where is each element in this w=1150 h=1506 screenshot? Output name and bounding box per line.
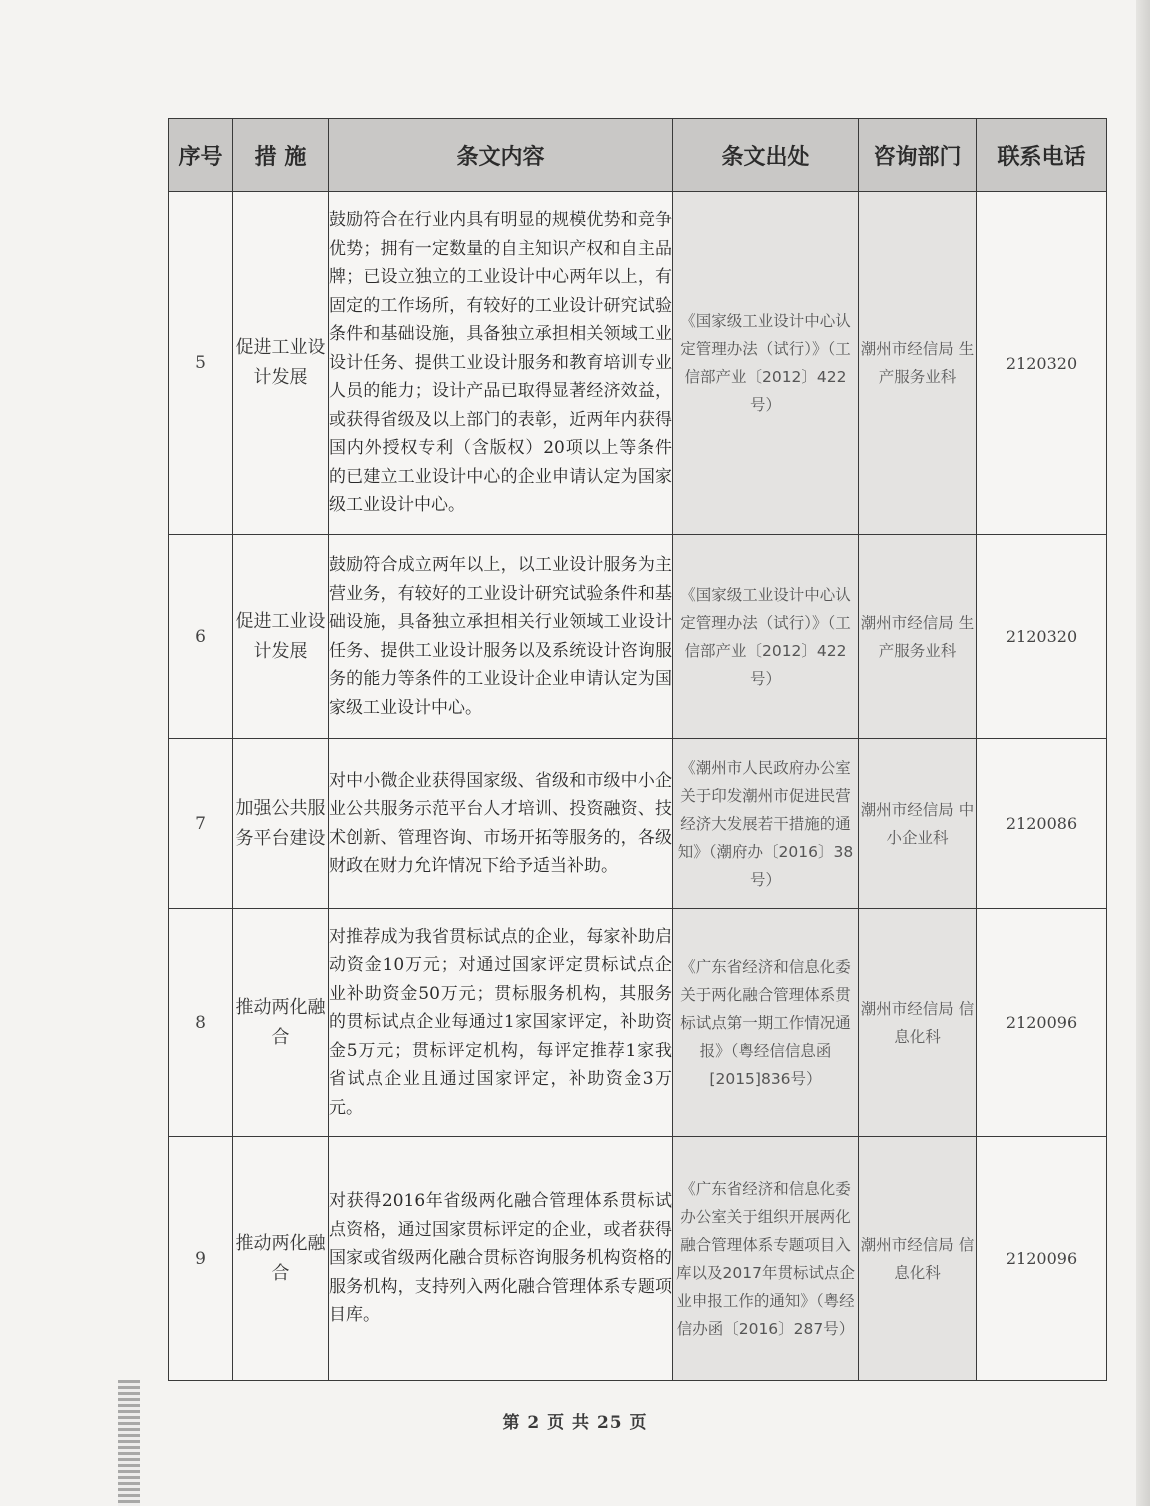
- header-dept: 咨询部门: [859, 119, 977, 192]
- row-phone: 2120096: [977, 1137, 1107, 1381]
- row-content: 鼓励符合成立两年以上，以工业设计服务为主营业务，有较好的工业设计研究试验条件和基础设施，具备独立承担相关行业领域工业设计任务、提供工业设计服务以及系统设计咨询服务的能力等条件的工业设计企业申请认定为国家级工业设计中心。: [329, 535, 673, 739]
- page-number-footer: 第 2 页 共 25 页: [502, 1413, 648, 1433]
- page-edge-shadow: [1136, 0, 1150, 1506]
- row-measure: 促进工业设计发展: [233, 192, 329, 535]
- header-content: 条文内容: [329, 119, 673, 192]
- row-content: 对中小微企业获得国家级、省级和市级中小企业公共服务示范平台人才培训、投资融资、技术创新、管理咨询、市场开拓等服务的，各级财政在财力允许情况下给予适当补助。: [329, 739, 673, 909]
- row-content: 对获得2016年省级两化融合管理体系贯标试点资格，通过国家贯标评定的企业，或者获得国家或省级两化融合贯标咨询服务机构资格的服务机构，支持列入两化融合管理体系专题项目库。: [329, 1137, 673, 1381]
- table-row: [169, 909, 1107, 1137]
- row-source: 《广东省经济和信息化委办公室关于组织开展两化融合管理体系专题项目入库以及2017年贯标试点企业申报工作的通知》（粤经信办函〔2016〕287号）: [673, 1137, 859, 1381]
- row-dept: 潮州市经信局 中小企业科: [859, 739, 977, 909]
- row-source: 《广东省经济和信息化委关于两化融合管理体系贯标试点第一期工作情况通报》（粤经信信息函[2015]836号）: [673, 909, 859, 1137]
- table-row: [169, 192, 1107, 535]
- row-source: 《国家级工业设计中心认定管理办法（试行）》（工信部产业〔2012〕422号）: [673, 192, 859, 535]
- row-seq: 9: [169, 1137, 233, 1381]
- row-content: 对推荐成为我省贯标试点的企业，每家补助启动资金10万元；对通过国家评定贯标试点企业补助资金50万元；贯标服务机构，其服务的贯标试点企业每通过1家国家评定，补助资金5万元；贯标评定机构，每评定推荐1家我省试点企业且通过国家评定，补助资金3万元。: [329, 909, 673, 1137]
- row-dept: 潮州市经信局 生产服务业科: [859, 535, 977, 739]
- table-header-row: [169, 119, 1107, 192]
- row-source: 《潮州市人民政府办公室关于印发潮州市促进民营经济大发展若干措施的通知》（潮府办〔2016〕38号）: [673, 739, 859, 909]
- row-phone: 2120320: [977, 535, 1107, 739]
- header-measure: 措 施: [233, 119, 329, 192]
- row-source: 《国家级工业设计中心认定管理办法（试行）》（工信部产业〔2012〕422号）: [673, 535, 859, 739]
- row-content: 鼓励符合在行业内具有明显的规模优势和竞争优势；拥有一定数量的自主知识产权和自主品牌；已设立独立的工业设计中心两年以上，有固定的工作场所，有较好的工业设计研究试验条件和基础设施，具备独立承担相关领域工业设计任务、提供工业设计服务和教育培训专业人员的能力；设计产品已取得显著经济效益，或获得省级及以上部门的表彰，近两年内获得国内外授权专利（含版权）20项以上等条件的已建立工业设计中心的企业申请认定为国家级工业设计中心。: [329, 192, 673, 535]
- row-dept: 潮州市经信局 生产服务业科: [859, 192, 977, 535]
- row-dept: 潮州市经信局 信息化科: [859, 1137, 977, 1381]
- row-seq: 5: [169, 192, 233, 535]
- row-measure: 推动两化融合: [233, 1137, 329, 1381]
- table-row: [169, 739, 1107, 909]
- table-row: [169, 1137, 1107, 1381]
- binding-marks: [118, 1380, 140, 1506]
- row-phone: 2120086: [977, 739, 1107, 909]
- header-source: 条文出处: [673, 119, 859, 192]
- row-dept: 潮州市经信局 信息化科: [859, 909, 977, 1137]
- header-seq: 序号: [169, 119, 233, 192]
- row-phone: 2120320: [977, 192, 1107, 535]
- row-seq: 8: [169, 909, 233, 1137]
- header-phone: 联系电话: [977, 119, 1107, 192]
- row-measure: 促进工业设计发展: [233, 535, 329, 739]
- row-seq: 6: [169, 535, 233, 739]
- row-phone: 2120096: [977, 909, 1107, 1137]
- row-measure: 推动两化融合: [233, 909, 329, 1137]
- table-row: [169, 535, 1107, 739]
- row-measure: 加强公共服务平台建设: [233, 739, 329, 909]
- policy-table: [168, 118, 1107, 1381]
- row-seq: 7: [169, 739, 233, 909]
